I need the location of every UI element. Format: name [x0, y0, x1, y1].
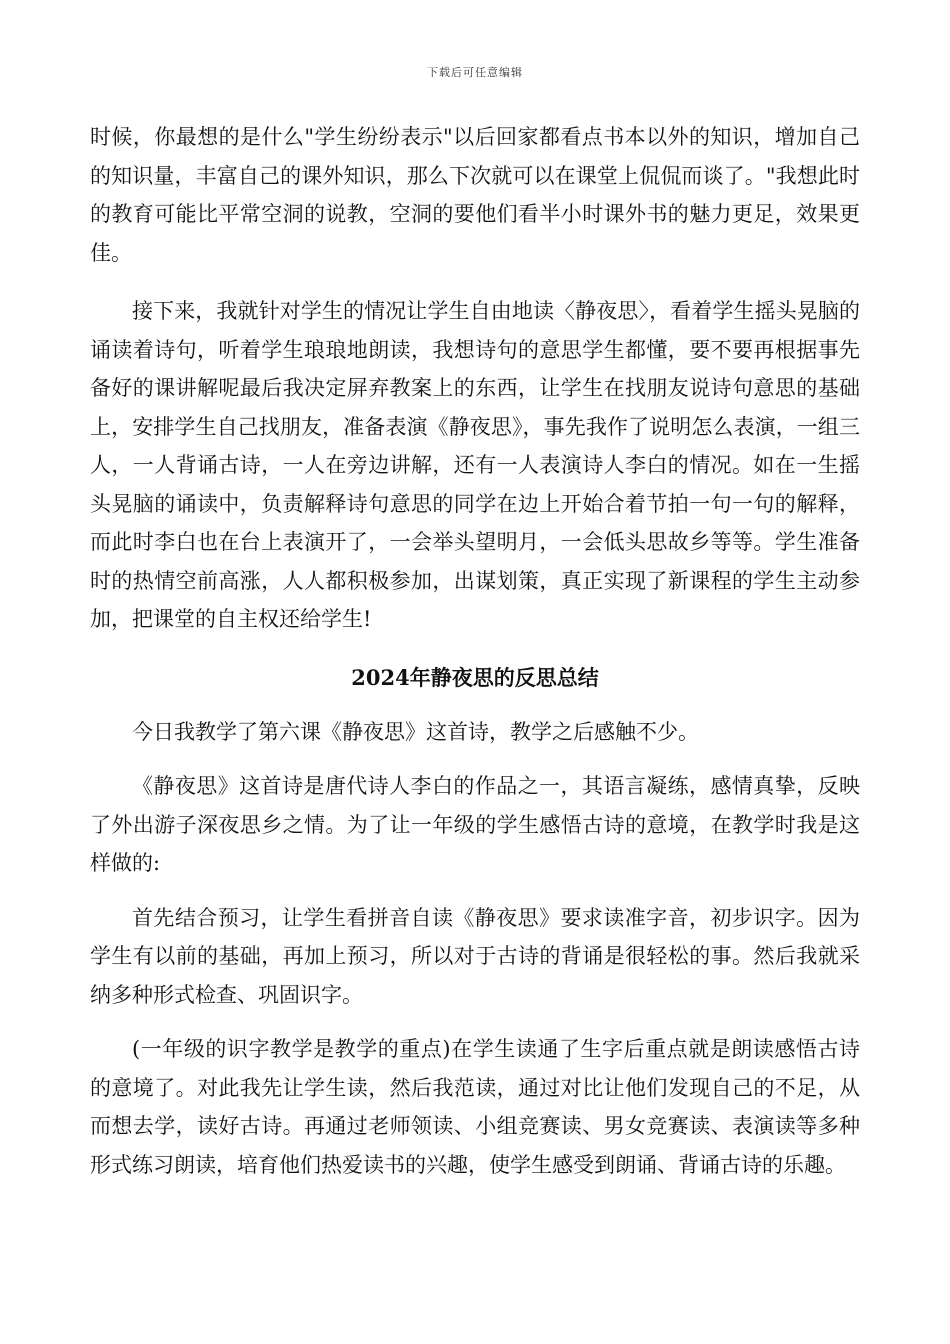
paragraph-intro: 今日我教学了第六课《静夜思》这首诗，教学之后感触不少。: [132, 719, 699, 744]
paragraph-poem-background: 《静夜思》这首诗是唐代诗人李白的作品之一，其语言凝练，感情真挚，反映了外出游子深夜思乡之情。为了让一年级的学生感悟古诗的意境，在教学时我是这样做的:: [90, 774, 860, 875]
paragraph-recitation: (一年级的识字教学是教学的重点)在学生读通了生字后重点就是朗读感悟古诗的意境了。对此我先让学生读，然后我范读，通过对比让他们发现自己的不足，从而想去学，读好古诗。再通过老师领读、小组竞赛读、男女竞赛读、表演读等多种形式练习朗读，培育他们热爱读书的兴趣，使学生感受到朗诵、背诵古诗的乐趣。: [90, 1037, 860, 1177]
paragraph-continued: 时候，你最想的是什么"学生纷纷表示"以后回家都看点书本以外的知识，增加自己的知识量，丰富自己的课外知识，那么下次就可以在课堂上侃侃而谈了。"我想此时的教育可能比平常空洞的说教，空洞的要他们看半小时课外书的魅力更足，效果更佳。: [90, 125, 860, 265]
document-body: [90, 118, 860, 1184]
page-header-note: 下载后可任意编辑: [427, 66, 523, 79]
paragraph-performance: 接下来，我就针对学生的情况让学生自由地读〈静夜思〉，看着学生摇头晃脑的诵读着诗句，听着学生琅琅地朗读，我想诗句的意思学生都懂，要不要再根据事先备好的课讲解呢最后我决定屏弃教案上的东西，让学生在找朋友说诗句意思的基础上，安排学生自己找朋友，准备表演《静夜思》，事先我作了说明怎么表演，一组三人，一人背诵古诗，一人在旁边讲解，还有一人表演诗人李白的情况。如在一生摇头晃脑的诵读中，负责解释诗句意思的同学在边上开始合着节拍一句一句的解释，而此时李白也在台上表演开了，一会举头望明月，一会低头思故乡等等。学生准备时的热情空前高涨，人人都积极参加，出谋划策，真正实现了新课程的学生主动参加，把课堂的自主权还给学生!: [90, 299, 860, 631]
section-title: 2024年静夜思的反思总结: [351, 664, 599, 690]
paragraph-preview-reading: 首先结合预习，让学生看拼音自读《静夜思》要求读准字音，初步识字。因为学生有以前的基础，再加上预习，所以对于古诗的背诵是很轻松的事。然后我就采纳多种形式检查、巩固识字。: [90, 905, 860, 1007]
